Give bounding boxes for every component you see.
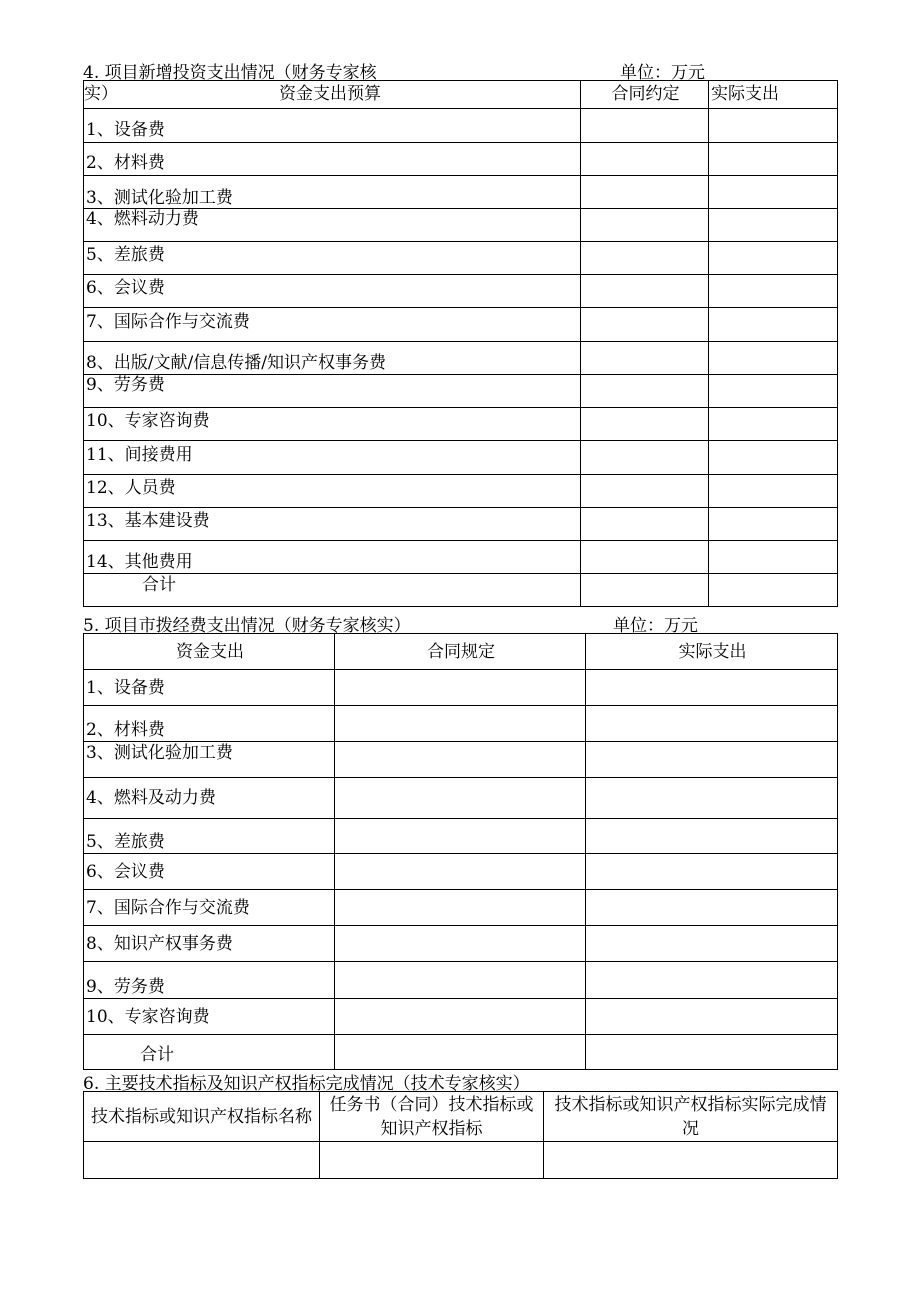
section4-title-cont: 实） xyxy=(84,84,118,104)
table-row: 10、专家咨询费 xyxy=(84,999,838,1035)
table-row: 7、国际合作与交流费 xyxy=(84,308,838,342)
table-row: 4、燃料动力费 xyxy=(84,209,838,242)
table-row: 1、设备费 xyxy=(84,109,838,143)
table-row: 10、专家咨询费 xyxy=(84,408,838,441)
section5-unit: 单位：万元 xyxy=(613,616,698,636)
section5-header-actual: 实际支出 xyxy=(586,634,838,670)
table-row: 14、其他费用 xyxy=(84,541,838,574)
table-row: 9、劳务费 xyxy=(84,962,838,999)
table-row: 13、基本建设费 xyxy=(84,508,838,541)
table-row: 6、会议费 xyxy=(84,854,838,890)
table-row: 3、测试化验加工费 xyxy=(84,742,838,778)
section6-header-target: 任务书（合同）技术指标或知识产权指标 xyxy=(320,1092,544,1142)
section4-header-contract: 合同约定 xyxy=(581,81,709,109)
table-row: 9、劳务费 xyxy=(84,375,838,408)
section6-header-completion: 技术指标或知识产权指标实际完成情况 xyxy=(544,1092,838,1142)
table-row-total xyxy=(84,574,838,607)
section4-unit: 单位：万元 xyxy=(620,63,705,83)
table-row: 3、测试化验加工费 xyxy=(84,176,838,209)
section5-header-row xyxy=(84,634,838,670)
section4-table xyxy=(83,80,838,607)
table-row-total xyxy=(84,1035,838,1070)
section4-header-actual: 实际支出 xyxy=(709,81,838,109)
table-row: 8、知识产权事务费 xyxy=(84,926,838,962)
section4-total: 合计 xyxy=(84,574,581,607)
table-row: 6、会议费 xyxy=(84,275,838,308)
section6-header-name: 技术指标或知识产权指标名称 xyxy=(84,1092,320,1142)
section5-title: 5. 项目市拨经费支出情况（财务专家核实） xyxy=(83,616,411,636)
section5-header-contract: 合同规定 xyxy=(335,634,586,670)
table-row: 11、间接费用 xyxy=(84,441,838,475)
section4-header-budget: 实） 资金支出预算 xyxy=(84,81,581,109)
table-row: 5、差旅费 xyxy=(84,242,838,275)
table-row: 2、材料费 xyxy=(84,706,838,742)
table-row: 1、设备费 xyxy=(84,670,838,706)
section5-header-expense: 资金支出 xyxy=(84,634,335,670)
section6-title: 6. 主要技术指标及知识产权指标完成情况（技术专家核实） xyxy=(83,1074,530,1094)
section4-header-row xyxy=(84,81,838,109)
section4-title: 4. 项目新增投资支出情况（财务专家核 xyxy=(83,63,377,83)
table-row: 2、材料费 xyxy=(84,143,838,176)
section5-total: 合计 xyxy=(84,1035,335,1070)
table-row: 12、人员费 xyxy=(84,475,838,508)
section5-table xyxy=(83,633,838,1070)
table-row: 4、燃料及动力费 xyxy=(84,778,838,819)
section6-table xyxy=(83,1091,838,1179)
table-row: 7、国际合作与交流费 xyxy=(84,890,838,926)
table-row: 5、差旅费 xyxy=(84,819,838,854)
section6-header-row xyxy=(84,1092,838,1142)
table-row xyxy=(84,1142,838,1179)
table-row: 8、出版/文献/信息传播/知识产权事务费 xyxy=(84,342,838,375)
